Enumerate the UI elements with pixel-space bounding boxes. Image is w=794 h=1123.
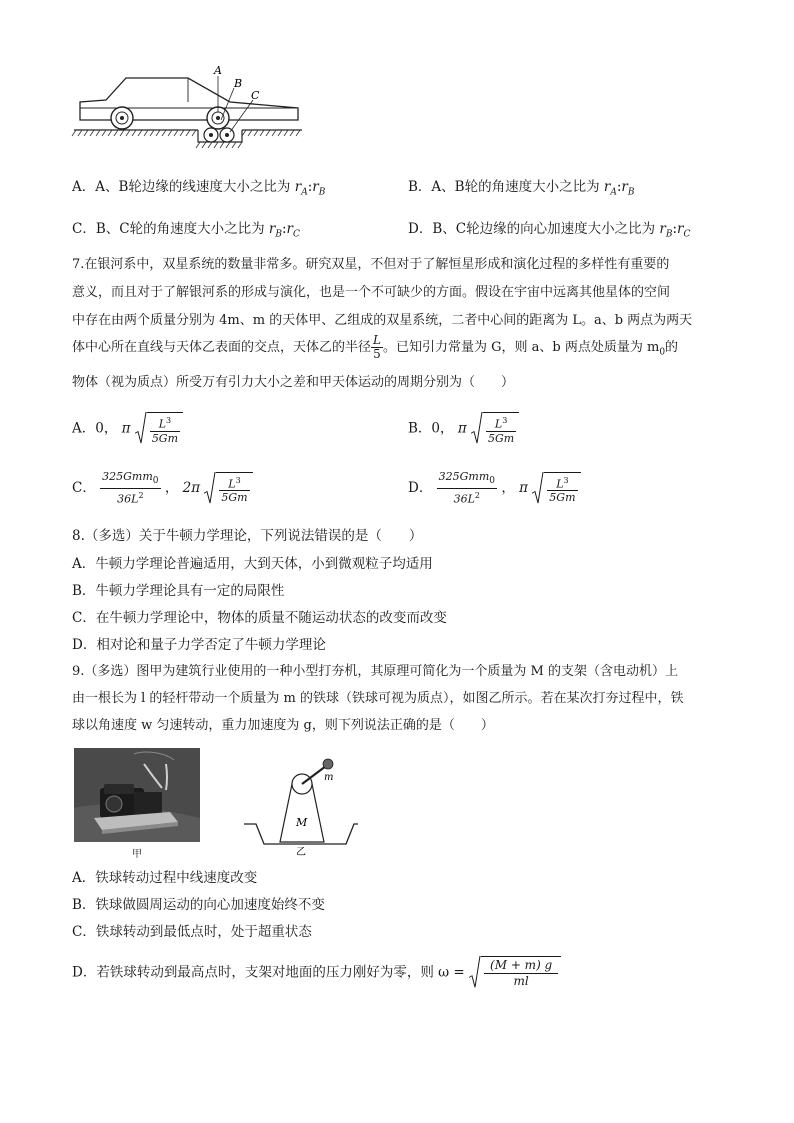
q7-line5: 物体（视为质点）所受万有引力大小之差和甲天体运动的周期分别为（ ） — [72, 375, 515, 390]
tamper-schematic — [240, 752, 360, 856]
ratio: $r_B:r_C$ — [659, 221, 691, 240]
radius-fraction: $\frac{L}{5}$ — [373, 333, 381, 361]
q7-line3: 中存在由两个质量分别为 4m、m 的天体甲、乙组成的双星系统，二者中心间的距离为 L。a、b 两点为两天 — [72, 313, 693, 328]
q7-line1: 7.在银河系中，双星系统的数量非常多。研究双星，不但对于了解恒星形成和演化过程的多样性有重要的 — [72, 257, 670, 272]
fig-label-jia: 甲 — [132, 849, 142, 860]
q9-line1: 9.（多选）图甲为建筑行业使用的一种小型打夯机，其原理可简化为一个质量为 M 的支架（含电动机）上 — [72, 664, 678, 679]
q7-option-d[interactable]: D． $\frac{325Gmm_0}{36L^2}$ ， π $\frac{L^3}{5Gm}$ — [408, 470, 581, 506]
sqrt-expression: $\frac{L^3}{5Gm}$ — [471, 412, 519, 445]
fig-label-yi: 乙 — [296, 847, 306, 856]
car-wheel-figure — [70, 62, 310, 158]
label-c: C — [251, 89, 260, 102]
sqrt-expression: $\frac{L^3}{5Gm}$ — [532, 472, 580, 505]
label-b: B — [234, 77, 243, 90]
q7-line4: 体中心所在直线与天体乙表面的交点，天体乙的半径 $\frac{L}{5}$ 。已知引力常量为 G，则 a、b 两点处质量为 $m_0$的 — [72, 333, 679, 361]
omega-sqrt: $\frac{(M + m) g}{ml}$ — [469, 956, 561, 989]
q6-option-c[interactable]: C．B、C轮的角速度大小之比为 $r_B:r_C$ — [72, 221, 300, 240]
q9-option-c[interactable]: C．铁球转动到最低点时，处于超重状态 — [72, 924, 312, 940]
q8-option-c[interactable]: C．在牛顿力学理论中，物体的质量不随运动状态的改变而改变 — [72, 610, 447, 626]
force-fraction: $\frac{325Gmm_0}{36L^2}$ — [102, 470, 159, 506]
q8-option-d[interactable]: D．相对论和量子力学否定了牛顿力学理论 — [72, 637, 326, 653]
q8-stem: 8.（多选）关于牛顿力学理论，下列说法错误的是（ ） — [72, 528, 423, 544]
label-M-large: M — [296, 816, 308, 829]
q7-line2: 意义，而且对于了解银河系的形成与演化，也是一个不可缺少的方面。假设在宇宙中远离其他星体的空间 — [72, 285, 671, 300]
q6-option-a[interactable]: A．A、B轮边缘的线速度大小之比为 $r_A:r_B$ — [72, 179, 326, 198]
q9-option-a[interactable]: A．铁球转动过程中线速度改变 — [72, 870, 258, 886]
q8-option-b[interactable]: B．牛顿力学理论具有一定的局限性 — [72, 583, 285, 599]
q7-option-a[interactable]: A．0， π $\frac{L^3}{5Gm}$ — [72, 412, 183, 445]
ratio: $r_B:r_C$ — [268, 221, 300, 240]
q8-option-a[interactable]: A．牛顿力学理论普遍适用，大到天体，小到微观粒子均适用 — [72, 556, 433, 572]
q9-line3: 球以角速度 w 匀速转动，重力加速度为 g，则下列说法正确的是（ ） — [72, 718, 494, 733]
ratio: $r_A:r_B$ — [603, 179, 635, 198]
q9-option-b[interactable]: B．铁球做圆周运动的向心加速度始终不变 — [72, 897, 325, 913]
q9-option-d[interactable]: D．若铁球转动到最高点时，支架对地面的压力刚好为零，则 ω = $\frac{(M + m) g}{ml}$ — [72, 956, 561, 989]
force-fraction: $\frac{325Gmm_0}{36L^2}$ — [438, 470, 496, 506]
ratio: $r_A:r_B$ — [294, 179, 326, 198]
q7-option-b[interactable]: B．0， π $\frac{L^3}{5Gm}$ — [408, 412, 519, 445]
q6-option-b[interactable]: B．A、B轮的角速度大小之比为 $r_A:r_B$ — [408, 179, 635, 198]
label-m-small: m — [324, 772, 334, 783]
label-a: A — [214, 64, 222, 77]
sqrt-expression: $\frac{L^3}{5Gm}$ — [204, 472, 252, 505]
q7-option-c[interactable]: C． $\frac{325Gmm_0}{36L^2}$ ， 2π $\frac{L^3}{5Gm}$ — [72, 470, 253, 506]
sqrt-expression: $\frac{L^3}{5Gm}$ — [135, 412, 183, 445]
tamper-photo — [74, 748, 200, 842]
q9-line2: 由一根长为 l 的轻杆带动一个质量为 m 的铁球（铁球可视为质点），如图乙所示。若在某次打夯过程中，铁 — [72, 691, 684, 706]
q6-option-d[interactable]: D．B、C轮边缘的向心加速度大小之比为 $r_B:r_C$ — [408, 221, 691, 240]
